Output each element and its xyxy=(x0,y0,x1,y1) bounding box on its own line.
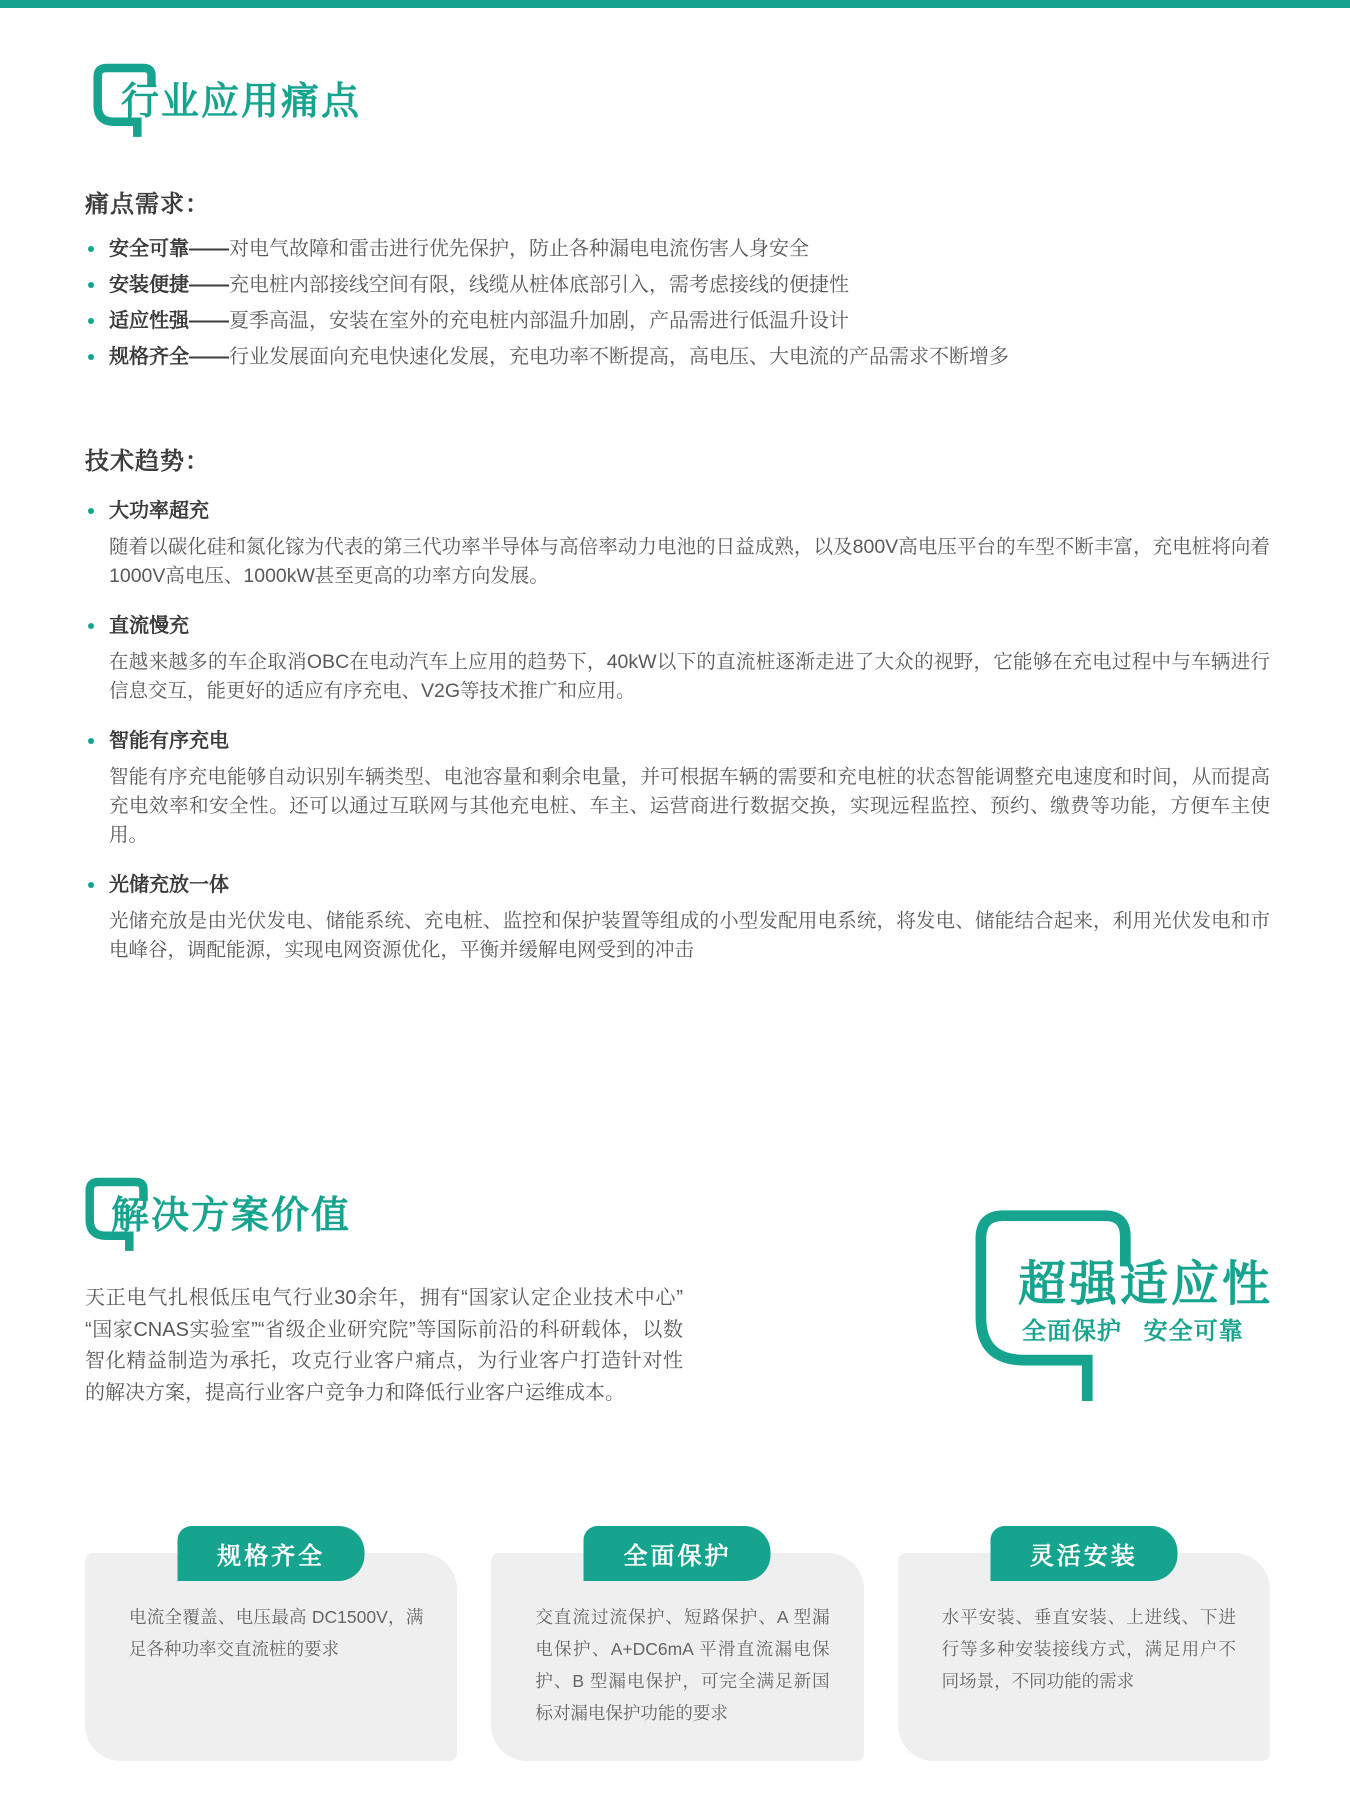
trend-item-title xyxy=(85,728,1270,754)
trend-item xyxy=(85,728,1270,850)
pain-demand-list xyxy=(85,231,1270,375)
list-item xyxy=(85,231,1270,267)
feature-card-spec xyxy=(85,1543,457,1761)
pain-item-lead: 安全可靠—— xyxy=(109,238,229,260)
trend-item xyxy=(85,872,1270,965)
feature-cards-row xyxy=(85,1526,1270,1761)
list-item xyxy=(85,303,1270,339)
trend-item-title xyxy=(85,498,1270,524)
bullet-dot-icon xyxy=(88,354,94,360)
pain-item-lead: 规格齐全—— xyxy=(109,346,229,368)
feature-card-protection xyxy=(491,1543,863,1761)
card-tab-label: 灵活安装 xyxy=(990,1526,1177,1581)
trend-item xyxy=(85,498,1270,591)
card-tab-label: 规格齐全 xyxy=(178,1526,365,1581)
trend-item xyxy=(85,613,1270,706)
pain-item-text: 对电气故障和雷击进行优先保护，防止各种漏电电流伤害人身安全 xyxy=(229,238,809,260)
trend-title-text: 光储充放一体 xyxy=(109,874,229,896)
top-accent-bar xyxy=(0,0,1350,8)
card-tab-label: 全面保护 xyxy=(584,1526,771,1581)
page-content xyxy=(0,63,1350,1761)
card-body-text: 交直流过流保护、短路保护、A 型漏电保护、A+DC6mA 平滑直流漏电保护、B 型漏电保护，可完全满足新国标对漏电保护功能的要求 xyxy=(535,1607,830,1723)
badge-subtitle: 全面保护 安全可靠 xyxy=(1022,1318,1244,1345)
trend-item-body: 光储充放是由光伏发电、储能系统、充电桩、监控和保护装置等组成的小型发配用电系统，将发电、储能结合起来，利用光伏发电和市电峰谷，调配能源，实现电网资源优化，平衡并缓解电网受到的冲击 xyxy=(109,910,1270,961)
section-title: 行业应用痛点 xyxy=(121,81,362,123)
trend-title-text: 智能有序充电 xyxy=(109,730,229,752)
trend-item-body: 随着以碳化硅和氮化镓为代表的第三代功率半导体与高倍率动力电池的日益成熟，以及800V高电压平台的车型不断丰富，充电桩将向着1000V高电压、1000kW甚至更高的功率方向发展。 xyxy=(109,536,1270,587)
list-item xyxy=(85,267,1270,303)
trend-title-text: 大功率超充 xyxy=(109,500,209,522)
trend-item-title xyxy=(85,613,1270,639)
bullet-dot-icon xyxy=(88,623,94,629)
bullet-dot-icon xyxy=(88,508,94,514)
list-item xyxy=(85,339,1270,375)
trend-item-body: 在越来越多的车企取消OBC在电动汽车上应用的趋势下，40kW以下的直流桩逐渐走进了大众的视野，它能够在充电过程中与车辆进行信息交互，能更好的适应有序充电、V2G等技术推广和应用。 xyxy=(109,651,1270,702)
section-header-industry-pain-points xyxy=(85,63,1270,141)
feature-card-install xyxy=(898,1543,1270,1761)
section-title: 解决方案价值 xyxy=(111,1195,352,1237)
pain-item-text: 行业发展面向充电快速化发展，充电功率不断提高，高电压、大电流的产品需求不断增多 xyxy=(229,346,1009,368)
trend-title-text: 直流慢充 xyxy=(109,615,189,637)
pain-item-text: 夏季高温，安装在室外的充电桩内部温升加剧，产品需进行低温升设计 xyxy=(229,310,849,332)
pain-item-lead: 适应性强—— xyxy=(109,310,229,332)
pain-demand-heading: 痛点需求： xyxy=(85,191,210,218)
trend-item-title xyxy=(85,872,1270,898)
badge-title: 超强适应性 xyxy=(1018,1258,1274,1311)
pain-item-lead: 安装便捷—— xyxy=(109,274,229,296)
bullet-dot-icon xyxy=(88,882,94,888)
bullet-dot-icon xyxy=(88,246,94,252)
pain-item-text: 充电桩内部接线空间有限，线缆从桩体底部引入，需考虑接线的便捷性 xyxy=(229,274,849,296)
bullet-dot-icon xyxy=(88,282,94,288)
tech-trend-heading: 技术趋势： xyxy=(85,448,210,475)
bullet-dot-icon xyxy=(88,738,94,744)
bullet-dot-icon xyxy=(88,318,94,324)
trend-item-body: 智能有序充电能够自动识别车辆类型、电池容量和剩余电量，并可根据车辆的需要和充电桩的状态智能调整充电速度和时间，从而提高充电效率和安全性。还可以通过互联网与其他充电桩、车主、运营商进行数据交换，实现远程监控、预约、缴费等功能，方便车主使用。 xyxy=(109,766,1270,846)
solution-intro-paragraph: 天正电气扎根低压电气行业30余年，拥有“国家认定企业技术中心”“国家CNAS实验室”“省级企业研究院”等国际前沿的科研载体，以数智化精益制造为承托，攻克行业客户痛点，为行业客户打造针对性的解决方案，提高行业客户竞争力和降低行业客户运维成本。 xyxy=(85,1287,683,1404)
adaptability-badge xyxy=(966,1203,1296,1413)
card-body-text: 水平安装、垂直安装、上进线、下进行等多种安装接线方式，满足用户不同场景，不同功能的需求 xyxy=(941,1607,1236,1691)
card-body-text: 电流全覆盖、电压最高 DC1500V，满足各种功率交直流桩的要求 xyxy=(129,1607,424,1659)
